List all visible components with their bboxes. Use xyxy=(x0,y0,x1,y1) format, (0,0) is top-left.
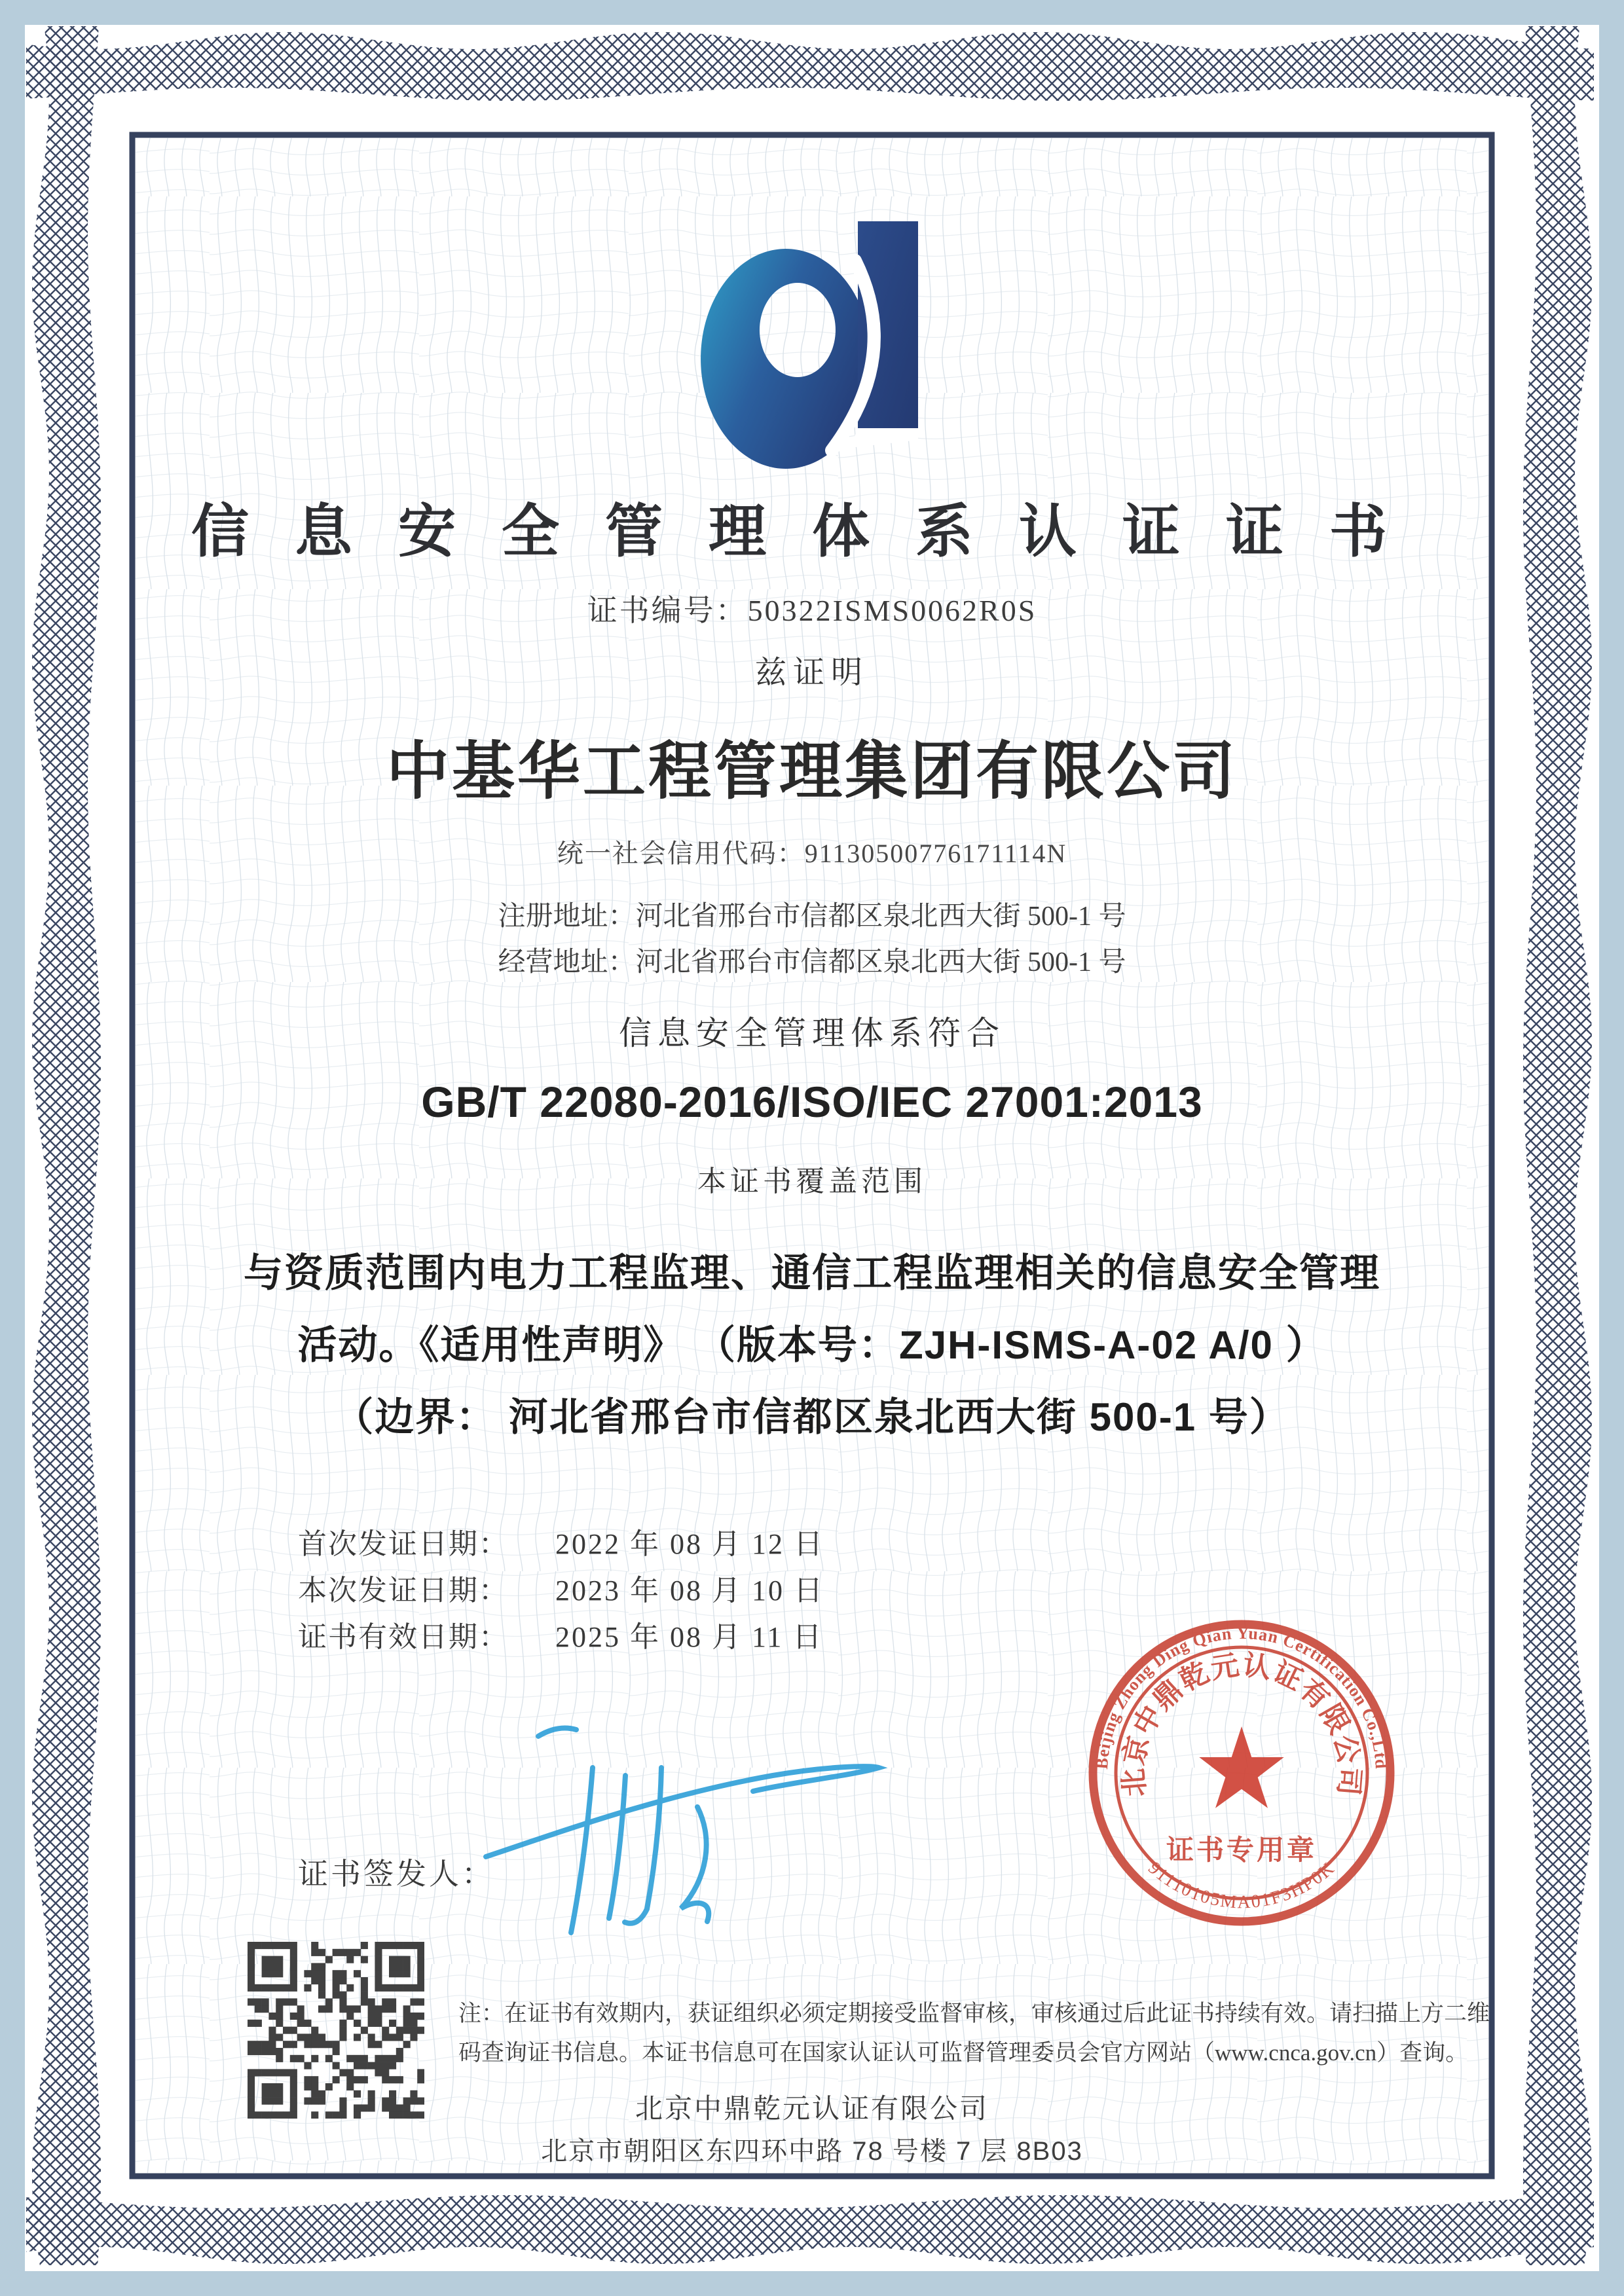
seal-code-arc-text: 91110105MA01F3HP0K xyxy=(1144,1857,1339,1913)
operating-address: 经营地址：河北省邢台市信都区泉北西大街 500-1 号 xyxy=(498,947,1126,977)
footer-note xyxy=(458,1994,1490,2073)
scope-line: 活动。《适用性声明》 （版本号：ZJH-ISMS-A-02 A/0 ） xyxy=(297,1323,1327,1367)
unified-credit-code: 统一社会信用代码：91130500776171114N xyxy=(557,839,1067,868)
issuing-body-name: 北京中鼎乾元认证有限公司 xyxy=(635,2093,989,2124)
seal-center-label: 证书专用章 xyxy=(1166,1834,1318,1865)
signature-scribble-icon xyxy=(452,1702,910,1951)
standard-reference: GB/T 22080-2016/ISO/IEC 27001:2013 xyxy=(421,1078,1203,1126)
current-issue-date-row xyxy=(298,1564,824,1611)
footer-note-line: 码查询证书信息。本证书信息可在国家认证认可监督管理委员会官方网站（www.cnca.gov.cn）查询。 xyxy=(458,2040,1469,2066)
certify-statement: 兹证明 xyxy=(754,655,869,690)
seal-chinese-arc-text: 北京中鼎乾元认证有限公司 xyxy=(1117,1649,1366,1798)
current-issue-date-label: 本次发证日期： xyxy=(298,1574,509,1607)
scope-line: 与资质范围内电力工程监理、通信工程监理相关的信息安全管理 xyxy=(244,1251,1380,1295)
footer-note-line: 注：在证书有效期内，获证组织必须定期接受监督审核，审核通过后此证书持续有效。请扫描上方二维 xyxy=(458,2001,1490,2026)
seal-star-icon xyxy=(1199,1726,1283,1808)
current-issue-date-value: 2023 年 08 月 10 日 xyxy=(555,1574,824,1607)
registered-address: 注册地址：河北省邢台市信都区泉北西大街 500-1 号 xyxy=(498,902,1126,932)
issuing-body-address: 北京市朝阳区东四环中路 78 号楼 7 层 8B03 xyxy=(541,2137,1083,2166)
certification-seal-icon xyxy=(1078,1609,1405,1937)
signer-label: 证书签发人： xyxy=(298,1857,494,1891)
seal-english-arc-text: Beijing Zhong Ding Qian Yuan Certification Co.,Ltd xyxy=(1092,1623,1392,1770)
expiry-date-label: 证书有效日期： xyxy=(298,1620,509,1653)
expiry-date-value: 2025 年 08 月 11 日 xyxy=(555,1620,824,1653)
expiry-date-row xyxy=(298,1611,824,1657)
dates-block xyxy=(298,1518,824,1657)
certification-body-logo-icon xyxy=(698,217,921,473)
scope-heading: 本证书覆盖范围 xyxy=(697,1165,927,1197)
certificate-title: 信息安全管理体系认证证书 xyxy=(191,499,1433,564)
conformity-statement: 信息安全管理体系符合 xyxy=(619,1015,1005,1051)
first-issue-date-label: 首次发证日期： xyxy=(298,1527,509,1560)
first-issue-date-row xyxy=(298,1518,824,1564)
scope-line: （边界： 河北省邢台市信都区泉北西大街 500-1 号） xyxy=(334,1395,1290,1439)
first-issue-date-value: 2022 年 08 月 12 日 xyxy=(555,1527,824,1560)
certified-company-name: 中基华工程管理集团有限公司 xyxy=(386,737,1238,807)
certificate-number: 证书编号：50322ISMS0062R0S xyxy=(587,594,1037,627)
scope-paragraph xyxy=(132,1237,1492,1453)
